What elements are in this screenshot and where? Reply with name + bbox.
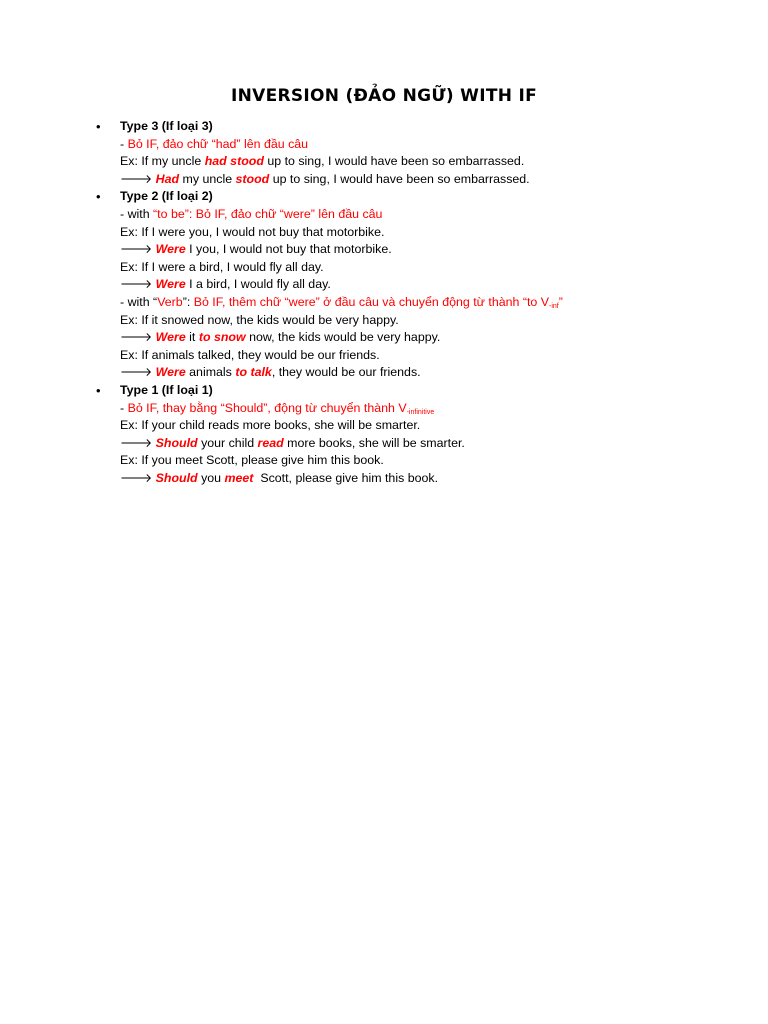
- arrow-right-icon: 🡒: [120, 171, 153, 186]
- rule-line: - Bỏ IF, đảo chữ “had” lên đầu câu: [120, 136, 309, 151]
- section-heading: Type 3 (If loại 3): [120, 119, 213, 133]
- subscript-text: -inf: [549, 302, 559, 310]
- highlight-text: had stood: [204, 154, 264, 169]
- rule-line: - Bỏ IF, thay bằng “Should”, động từ chuyển thành $V_{-infinitive}$: [120, 400, 435, 416]
- bullet-icon: •: [96, 119, 101, 134]
- subscript-text: -infinitive: [406, 408, 435, 416]
- example-line: Ex: If animals talked, they would be our friends.: [120, 347, 380, 362]
- bullet-icon: •: [96, 189, 101, 205]
- example-line: Ex: If it snowed now, the kids would be very happy.: [120, 312, 399, 327]
- arrow-right-icon: 🡒: [120, 330, 153, 345]
- highlight-text: Were: [155, 365, 186, 380]
- example-line: Ex: If I were you, I would not buy that motorbike.: [120, 224, 385, 239]
- rule-line: - with “Verb”: Bỏ IF, thêm chữ “were” ở đầu câu và chuyển động từ thành “to $V_{-inf}$”: [120, 294, 563, 310]
- answer-line: 🡒 Were I a bird, I would fly all day.: [120, 277, 331, 292]
- highlight-text: Should: [155, 435, 198, 450]
- document-body: [96, 118, 740, 487]
- example-line: Ex: If I were a bird, I would fly all day.: [120, 259, 324, 274]
- rule-text: Bỏ IF, thêm chữ “were” ở đầu câu và chuyển động từ thành “to V: [193, 294, 550, 309]
- example-line: Ex: If your child reads more books, she will be smarter.: [120, 418, 421, 433]
- rule-line: - with “to be”: Bỏ IF, đảo chữ “were” lên đầu câu: [120, 206, 383, 221]
- rule-text: Bỏ IF, thay bằng “Should”, động từ chuyển thành V: [127, 400, 407, 415]
- answer-line: 🡒 Should your child read more books, she will be smarter.: [120, 435, 465, 450]
- highlight-text: Were: [155, 330, 186, 345]
- arrow-right-icon: 🡒: [120, 242, 153, 257]
- highlight-text: stood: [235, 171, 270, 186]
- highlight-text: Should: [155, 470, 198, 485]
- section-type3: [96, 118, 740, 188]
- arrow-right-icon: 🡒: [120, 277, 153, 292]
- answer-line: 🡒 Had my uncle stood up to sing, I would have been so embarrassed.: [120, 171, 530, 186]
- arrow-right-icon: 🡒: [120, 435, 153, 450]
- section-type2: [96, 188, 740, 382]
- answer-line: 🡒 Were it to snow now, the kids would be very happy.: [120, 330, 441, 345]
- arrow-right-icon: 🡒: [120, 470, 153, 485]
- section-heading: Type 1 (If loại 1): [120, 382, 213, 397]
- highlight-text: Were: [155, 242, 186, 257]
- page-title: INVERSION (ĐẢO NGỮ) WITH IF: [230, 86, 538, 106]
- rule-text: Bỏ IF, đảo chữ “had” lên đầu câu: [127, 136, 309, 151]
- highlight-text: read: [257, 435, 284, 450]
- rule-text: “to be”: Bỏ IF, đảo chữ “were” lên đầu câu: [153, 206, 383, 221]
- rule-text: Verb: [157, 294, 183, 309]
- highlight-text: to talk: [235, 365, 272, 380]
- highlight-text: to snow: [198, 330, 246, 345]
- bullet-icon: •: [96, 382, 101, 398]
- answer-line: 🡒 Should you meet Scott, please give him this book.: [120, 470, 439, 485]
- answer-line: 🡒 Were animals to talk, they would be our friends.: [120, 365, 421, 380]
- example-line: Ex: If my uncle had stood up to sing, I would have been so embarrassed.: [120, 154, 525, 169]
- answer-line: 🡒 Were I you, I would not buy that motorbike.: [120, 242, 392, 257]
- section-type1: [96, 382, 740, 488]
- highlight-text: Were: [155, 277, 186, 292]
- highlight-text: Had: [155, 171, 180, 186]
- arrow-right-icon: 🡒: [120, 365, 153, 380]
- highlight-text: meet: [224, 470, 254, 485]
- section-heading: Type 2 (If loại 2): [120, 189, 213, 204]
- example-line: Ex: If you meet Scott, please give him this book.: [120, 453, 384, 468]
